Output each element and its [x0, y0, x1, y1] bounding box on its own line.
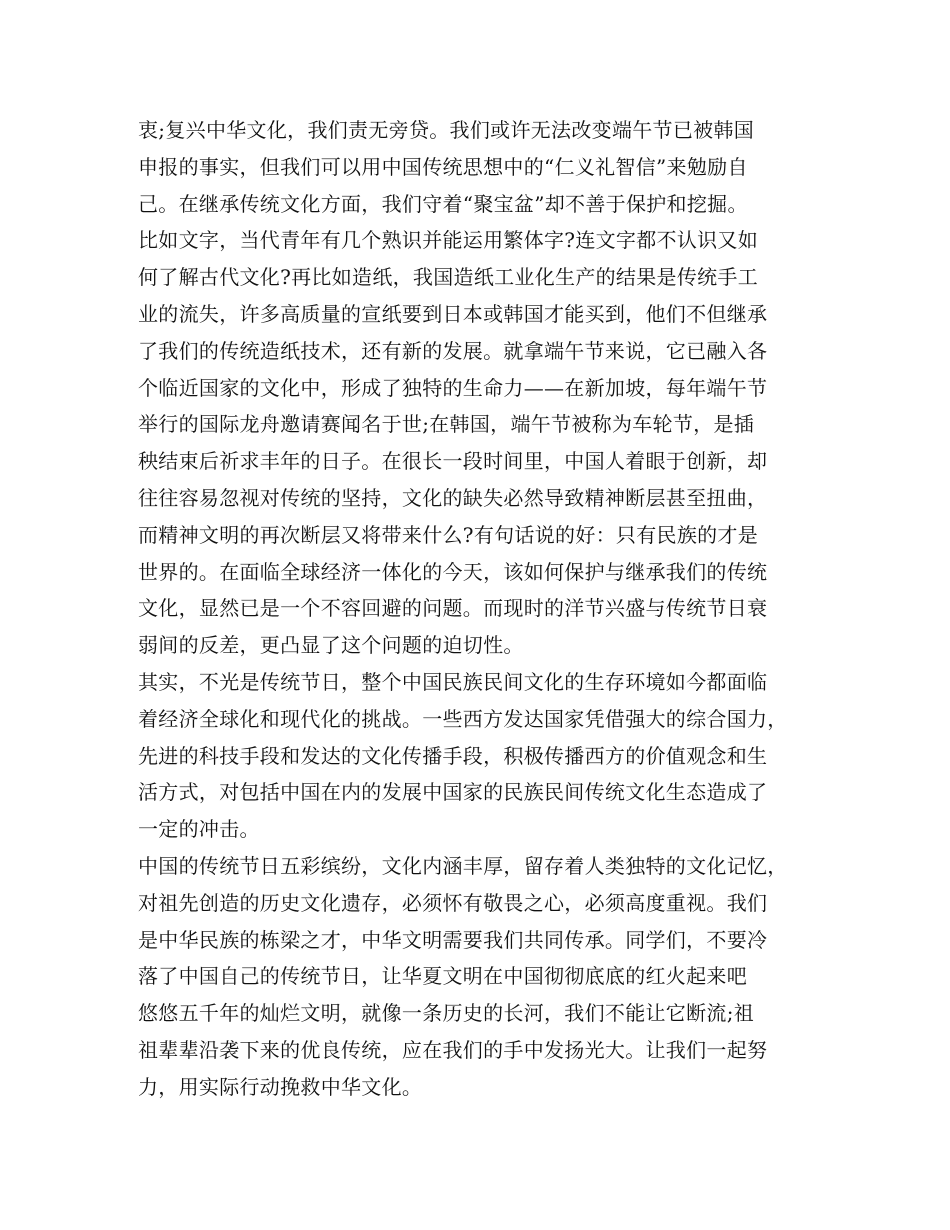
- text-line: 活方式，对包括中国在内的发展中国家的民族民间传统文化生态造成了: [138, 780, 768, 805]
- text-line: 力，用实际行动挽救中华文化。: [138, 1074, 423, 1099]
- text-line: 祖辈辈沿袭下来的优良传统，应在我们的手中发扬光大。让我们一起努: [138, 1037, 768, 1062]
- text-line: 先进的科技手段和发达的文化传播手段，积极传播西方的价值观念和生: [138, 743, 768, 768]
- text-line: 着经济全球化和现代化的挑战。一些西方发达国家凭借强大的综合国力，: [138, 706, 788, 731]
- text-line: 申报的事实，但我们可以用中国传统思想中的“仁义礼智信”来勉励自: [138, 154, 748, 179]
- text-line: 了我们的传统造纸技术，还有新的发展。就拿端午节来说，它已融入各: [138, 338, 768, 363]
- text-line: 一定的冲击。: [138, 817, 260, 842]
- text-line: 悠悠五千年的灿烂文明，就像一条历史的长河，我们不能让它断流;祖: [138, 1001, 755, 1026]
- text-line: 己。在继承传统文化方面，我们守着“聚宝盆”却不善于保护和挖掘。: [138, 191, 748, 216]
- text-line: 其实，不光是传统节日，整个中国民族民间文化的生存环境如今都面临: [138, 669, 768, 694]
- text-line: 比如文字，当代青年有几个熟识并能运用繁体字?连文字都不认识又如: [138, 228, 759, 253]
- text-line: 往往容易忽视对传统的坚持，文化的缺失必然导致精神断层甚至扭曲，: [138, 485, 768, 510]
- text-line: 落了中国自己的传统节日，让华夏文明在中国彻彻底底的红火起来吧: [138, 964, 747, 989]
- text-line: 弱间的反差，更凸显了这个问题的迫切性。: [138, 633, 524, 658]
- text-line: 何了解古代文化?再比如造纸，我国造纸工业化生产的结果是传统手工: [138, 265, 759, 290]
- text-line: 是中华民族的栋梁之才，中华文明需要我们共同传承。同学们，不要冷: [138, 927, 768, 952]
- text-line: 衷;复兴中华文化，我们责无旁贷。我们或许无法改变端午节已被韩国: [138, 118, 755, 142]
- text-line: 而精神文明的再次断层又将带来什么?有句话说的好：只有民族的才是: [138, 522, 759, 547]
- text-line: 中国的传统节日五彩缤纷，文化内涵丰厚，留存着人类独特的文化记忆，: [138, 853, 788, 878]
- text-line: 个临近国家的文化中，形成了独特的生命力——在新加坡，每年端午节: [138, 375, 768, 400]
- text-line: 举行的国际龙舟邀请赛闻名于世;在韩国，端午节被称为车轮节，是插: [138, 412, 755, 437]
- document-body: [138, 112, 828, 1106]
- text-line: 秧结束后祈求丰年的日子。在很长一段时间里，中国人着眼于创新，却: [138, 449, 768, 474]
- text-line: 对祖先创造的历史文化遗存，必须怀有敬畏之心，必须高度重视。我们: [138, 890, 768, 915]
- text-line: 文化，显然已是一个不容回避的问题。而现时的洋节兴盛与传统节日衰: [138, 596, 768, 621]
- text-line: 世界的。在面临全球经济一体化的今天，该如何保护与继承我们的传统: [138, 559, 768, 584]
- text-line: 业的流失，许多高质量的宣纸要到日本或韩国才能买到，他们不但继承: [138, 301, 768, 326]
